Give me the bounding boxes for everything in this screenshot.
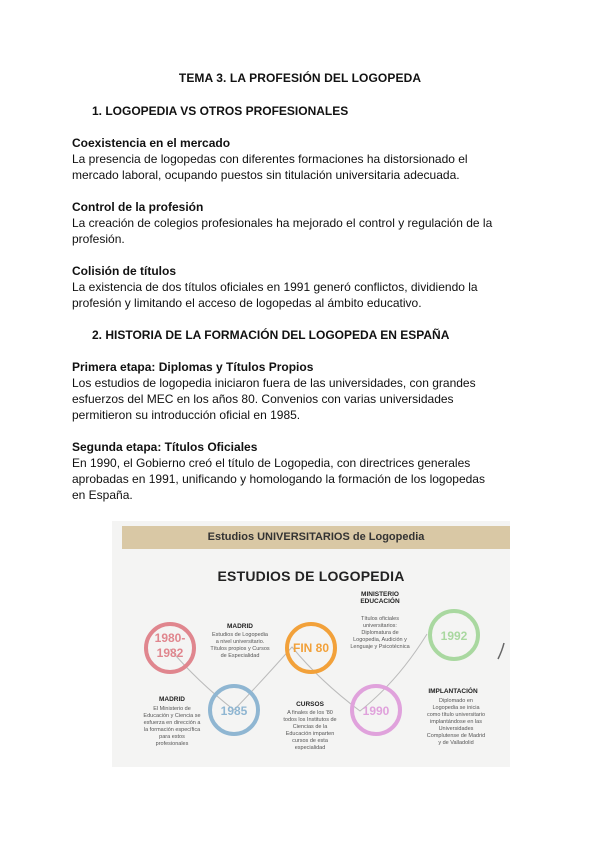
block-heading-segunda-etapa: Segunda etapa: Títulos Oficiales [72,440,258,454]
section-2-heading: 2. HISTORIA DE LA FORMACIÓN DEL LOGOPEDA EN ESPAÑA [92,328,450,342]
milestone-label-1980: MADRID [159,696,185,703]
block-heading-control: Control de la profesión [72,200,204,214]
block-heading-primera-etapa: Primera etapa: Diplomas y Títulos Propios [72,360,314,374]
text-line: aprobadas en 1991, unificando y homologando la formación de los logopedas [72,472,485,486]
milestone-label-1985: MADRID [227,623,253,630]
infographic-title: ESTUDIOS DE LOGOPEDIA [217,568,405,584]
milestone-year-1992: 1992 [440,629,468,643]
text-line: esfuerzos del MEC en los años 80. Convenios con varias universidades [72,392,454,406]
text-line: profesión y limitando el acceso de logopedas al ámbito educativo. [72,296,422,310]
text-line: La presencia de logopedas con diferentes formaciones ha distorsionado el [72,152,468,166]
text-line: En 1990, el Gobierno creó el título de Logopedia, con directrices generales [72,456,471,470]
page-title: TEMA 3. LA PROFESIÓN DEL LOGOPEDA [178,71,422,85]
block-heading-coexistencia: Coexistencia en el mercado [72,136,231,150]
milestone-label-fin80: CURSOS [296,701,324,708]
block-heading-colision: Colisión de títulos [72,264,176,278]
milestone-year-1985: 1985 [220,704,248,718]
block-text-control [72,215,530,247]
text-line: La existencia de dos títulos oficiales en 1991 generó conflictos, dividiendo la [72,280,478,294]
milestone-year-1980: 1980- 1982 [154,631,186,660]
text-line: permitieron su introducción oficial en 1985. [72,408,301,422]
infographic-image [112,521,510,767]
milestone-year-1990: 1990 [362,704,390,718]
text-line: profesión. [72,232,125,246]
block-text-coexistencia [72,151,530,183]
block-text-primera-etapa [72,375,530,423]
milestone-text-fin80: A finales de los '80 todos los Institutos de Ciencias de la Educación imparten cursos de esta especialidad [283,710,337,751]
text-line: Los estudios de logopedia iniciaron fuera de las universidades, con grandes [72,376,476,390]
text-line: La creación de colegios profesionales ha mejorado el control y regulación de la [72,216,493,230]
scribble-mark [498,643,504,659]
milestone-label-1990: MINISTERIO EDUCACIÓN [360,591,400,605]
milestone-year-fin80: FIN 80 [292,641,329,655]
milestone-text-1980: El Ministerio de Educación y Ciencia se esfuerza en dirección a la formación específica para estos profesionales [143,706,201,747]
text-line: mercado laboral, ocupando puestos sin titulación universitaria adecuada. [72,168,460,182]
section-1-heading: 1. LOGOPEDIA VS OTROS PROFESIONALES [92,104,349,118]
block-text-colision [72,279,530,311]
block-text-segunda-etapa [72,455,530,503]
milestone-text-1990: Títulos oficiales universitarios: Diplomatura de Logopedia, Audición y Lenguaje y Psicotécnica [350,616,410,650]
milestone-text-1985: Estudios de Logopedia a nivel universitario. Títulos propios y Cursos de Especialidad [210,632,270,659]
milestone-text-1992: Diplomado en Logopedia se inicia como título universitario implantándose en las Universidades Complutense de Madrid y de Valladolid [426,698,486,746]
milestone-label-1992: IMPLANTACIÓN [428,688,478,695]
infographic-banner: Estudios UNIVERSITARIOS de Logopedia [122,526,510,549]
text-line: en España. [72,488,133,502]
